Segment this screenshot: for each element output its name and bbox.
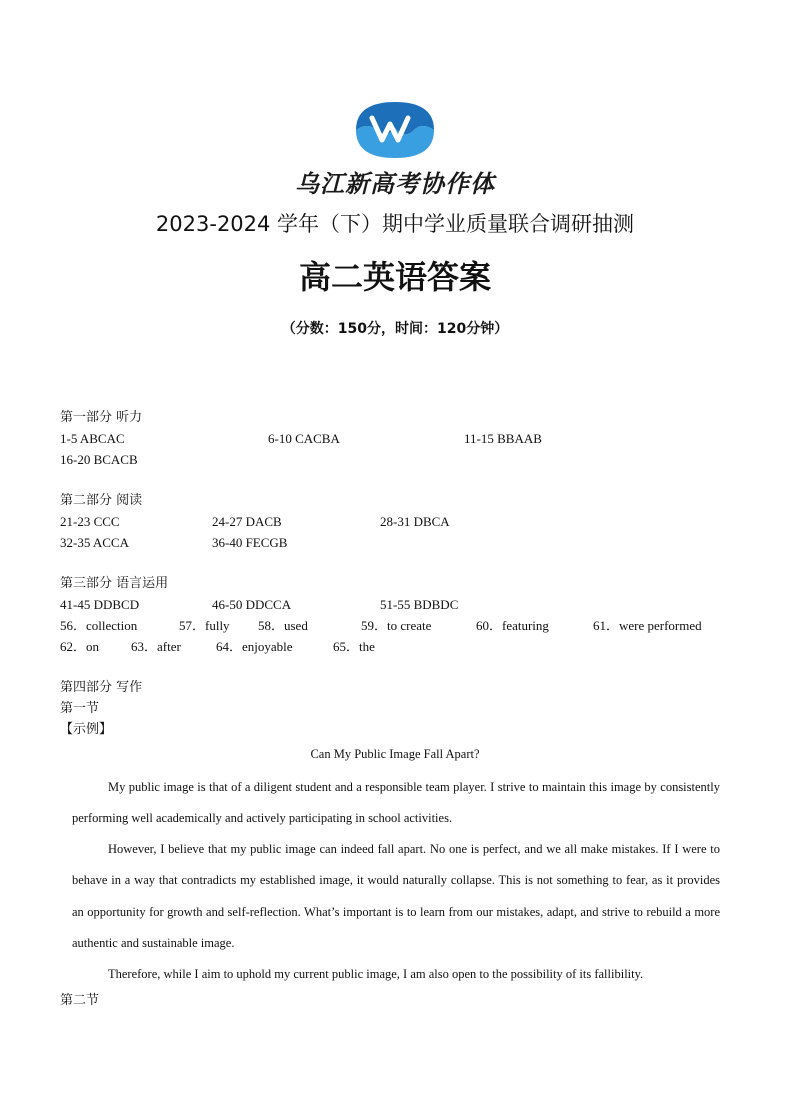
- answer-group: 1-5 ABCAC: [60, 431, 125, 446]
- subject-title: 高二英语答案: [298, 258, 491, 296]
- fill-in-row: [60, 636, 375, 657]
- answer-group: 36-40 FECGB: [212, 535, 288, 550]
- answer-group: 11-15 BBAAB: [464, 431, 542, 446]
- answer-group: 28-31 DBCA: [380, 514, 450, 529]
- fill-in-answer: 56．collection: [60, 618, 138, 633]
- essay-title: Can My Public Image Fall Apart?: [310, 747, 480, 761]
- fill-in-answer: 58．used: [258, 618, 308, 633]
- fill-in-row: [60, 615, 702, 636]
- fill-in-answer: 61．were performed: [593, 618, 702, 633]
- essay-paragraph: However, I believe that my public image can indeed fall apart. No one is perfect, and we all make mistakes. If I were to behave in a way that contradicts my established image, it would naturally collapse. This is not something to fear, as it provides an opportunity for growth and self-reflection. What’s important is to learn from our mistakes, adapt, and strive to rebuild a more authentic and sustainable image.: [72, 842, 720, 950]
- fill-in-answer: 65．the: [333, 639, 375, 654]
- essay-paragraph: Therefore, while I aim to uphold my current public image, I am also open to the possibility of its fallibility.: [108, 967, 644, 981]
- example-label: 【示例】: [60, 722, 113, 737]
- answer-row: [60, 428, 542, 449]
- essay-paragraph: My public image is that of a diligent student and a responsible team player. I strive to maintain this image by consistently performing well academically and actively participating in school activities.: [72, 780, 720, 826]
- answer-group: 41-45 DDBCD: [60, 597, 140, 612]
- answer-row: [60, 532, 288, 553]
- logo-name: 乌江新高考协作体: [295, 170, 495, 198]
- answer-group: 51-55 BDBDC: [380, 597, 459, 612]
- answer-row: [60, 594, 459, 615]
- exam-title: 2023-2024 学年（下）期中学业质量联合调研抽测: [155, 212, 635, 236]
- fill-in-answer: 60．featuring: [476, 618, 549, 633]
- answer-row: [60, 449, 142, 470]
- part2-heading: 第二部分 阅读: [60, 493, 143, 508]
- answer-group: 21-23 CCC: [60, 514, 120, 529]
- logo: [0, 100, 790, 199]
- answer-group: 24-27 DACB: [212, 514, 282, 529]
- fill-in-answer: 59．to create: [361, 618, 432, 633]
- section1-heading: 第一节: [60, 701, 100, 716]
- part1-heading: 第一部分 听力: [60, 410, 143, 425]
- part2-reading: [60, 490, 450, 553]
- part1-listening: [60, 407, 542, 470]
- exam-info: （分数：150分，时间：120分钟）: [281, 321, 509, 337]
- fill-in-answer: 57．fully: [179, 618, 230, 633]
- part3-language: [60, 573, 702, 657]
- part3-heading: 第三部分 语言运用: [60, 576, 169, 591]
- part4-heading: 第四部分 写作: [60, 680, 143, 695]
- fill-in-answer: 63．after: [131, 639, 181, 654]
- fill-in-answer: 62．on: [60, 639, 100, 654]
- answer-group: 16-20 BCACB: [60, 452, 138, 467]
- answer-group: 6-10 CACBA: [268, 431, 340, 446]
- fill-in-answer: 64．enjoyable: [216, 639, 293, 654]
- section2-heading: 第二节: [60, 993, 100, 1008]
- part4-writing: [60, 677, 142, 740]
- section2: [60, 990, 99, 1011]
- wave-logo-icon: [352, 100, 438, 160]
- answer-group: 46-50 DDCCA: [212, 597, 292, 612]
- answer-group: 32-35 ACCA: [60, 535, 129, 550]
- answer-row: [60, 511, 450, 532]
